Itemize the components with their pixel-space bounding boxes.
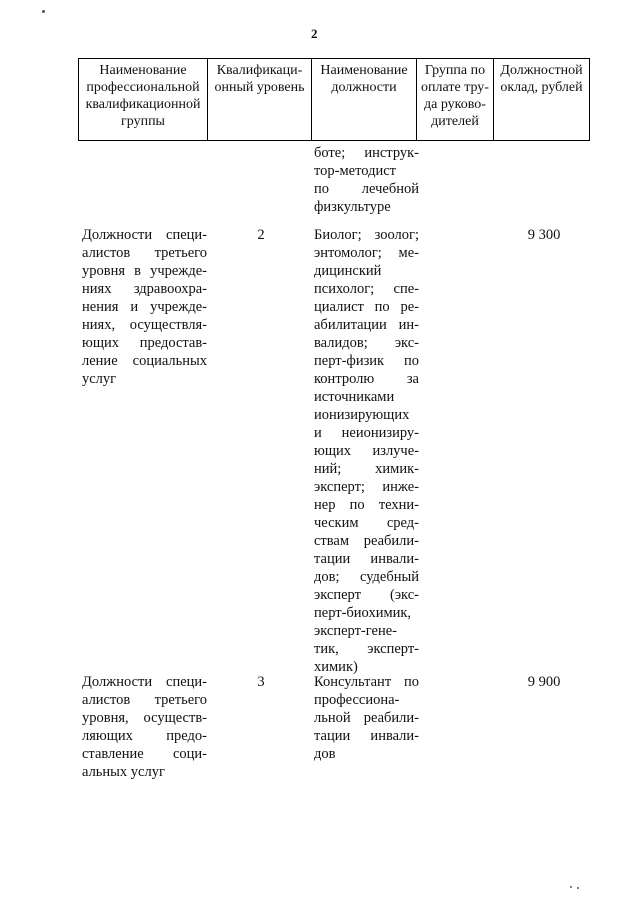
text-line: дов; судебный <box>314 569 419 585</box>
text-line: Должности специ- <box>82 674 207 690</box>
text-line: по лечебной <box>314 181 419 197</box>
header-pay-group: Группа по оплате тру-да руково-дителей <box>417 59 494 141</box>
text-line: дов <box>314 746 336 762</box>
text-line: ствам реабили- <box>314 533 419 549</box>
page-number: 2 <box>311 26 318 41</box>
text-line: энтомолог; ме- <box>314 245 419 261</box>
scan-speck <box>570 886 572 888</box>
text-line: тор-методист <box>314 163 396 179</box>
text-line: профессиона- <box>314 692 400 708</box>
header-qualification-level: Квалификаци-онный уровень <box>208 59 312 141</box>
continuation-position-text <box>314 144 419 216</box>
text-line: льной реабили- <box>314 710 419 726</box>
text-line: ниях, осуществля- <box>82 317 207 333</box>
text-line: эксперт (экс- <box>314 587 419 603</box>
text-line: источниками <box>314 389 395 405</box>
text-line: ющих предостав- <box>82 335 207 351</box>
text-line: дицинский <box>314 263 382 279</box>
text-line: ний; химик- <box>314 461 419 477</box>
scan-speck <box>42 10 45 13</box>
text-line: тации инвали- <box>314 728 419 744</box>
row-1-position-name <box>314 226 419 676</box>
text-line: боте; инструк- <box>314 145 419 161</box>
text-line: циалист по ре- <box>314 299 419 315</box>
text-line: ляющих предо- <box>82 728 207 744</box>
text-line: и неионизиру- <box>314 425 419 441</box>
text-line: эксперт-гене- <box>314 623 397 639</box>
text-line: альных услуг <box>82 764 165 780</box>
scan-speck <box>577 887 579 889</box>
text-line: ниях здравоохра- <box>82 281 207 297</box>
text-line: ление социальных <box>82 353 207 369</box>
row-2-salary: 9 900 <box>527 674 561 690</box>
text-line: абилитации ин- <box>314 317 419 333</box>
row-1-level: 2 <box>257 227 265 243</box>
text-line: ставление соци- <box>82 746 207 762</box>
text-line: ющих излуче- <box>314 443 419 459</box>
text-line: уровня в учрежде- <box>82 263 207 279</box>
text-line: ческим сред- <box>314 515 419 531</box>
text-line: тик, эксперт- <box>314 641 419 657</box>
text-line: нер по техни- <box>314 497 419 513</box>
row-1-group-name <box>82 226 207 388</box>
header-salary: Должностной оклад, рублей <box>494 59 590 141</box>
row-1-salary: 9 300 <box>527 227 561 243</box>
text-line: уровня, осуществ- <box>82 710 207 726</box>
text-line: алистов третьего <box>82 245 207 261</box>
text-line: психолог; спе- <box>314 281 419 297</box>
text-line: тации инвали- <box>314 551 419 567</box>
text-line: ионизирующих <box>314 407 410 423</box>
row-2-level: 3 <box>257 674 265 690</box>
text-line: Должности специ- <box>82 227 207 243</box>
text-line: алистов третьего <box>82 692 207 708</box>
text-line: Биолог; зоолог; <box>314 227 419 243</box>
text-line: нения и учрежде- <box>82 299 207 315</box>
text-line: химик) <box>314 659 358 675</box>
text-line: валидов; экс- <box>314 335 419 351</box>
text-line: физкультуре <box>314 199 391 215</box>
text-line: Консультант по <box>314 674 419 690</box>
header-group-name: Наименование профессиональной квалификационной группы <box>79 59 208 141</box>
text-line: перт-физик по <box>314 353 419 369</box>
text-line: эксперт; инже- <box>314 479 419 495</box>
header-position-name: Наименование должности <box>312 59 417 141</box>
text-line: контролю за <box>314 371 419 387</box>
row-2-group-name <box>82 673 207 781</box>
text-line: перт-биохимик, <box>314 605 412 621</box>
table-header <box>78 58 590 141</box>
text-line: услуг <box>82 371 117 387</box>
row-2-position-name <box>314 673 419 763</box>
